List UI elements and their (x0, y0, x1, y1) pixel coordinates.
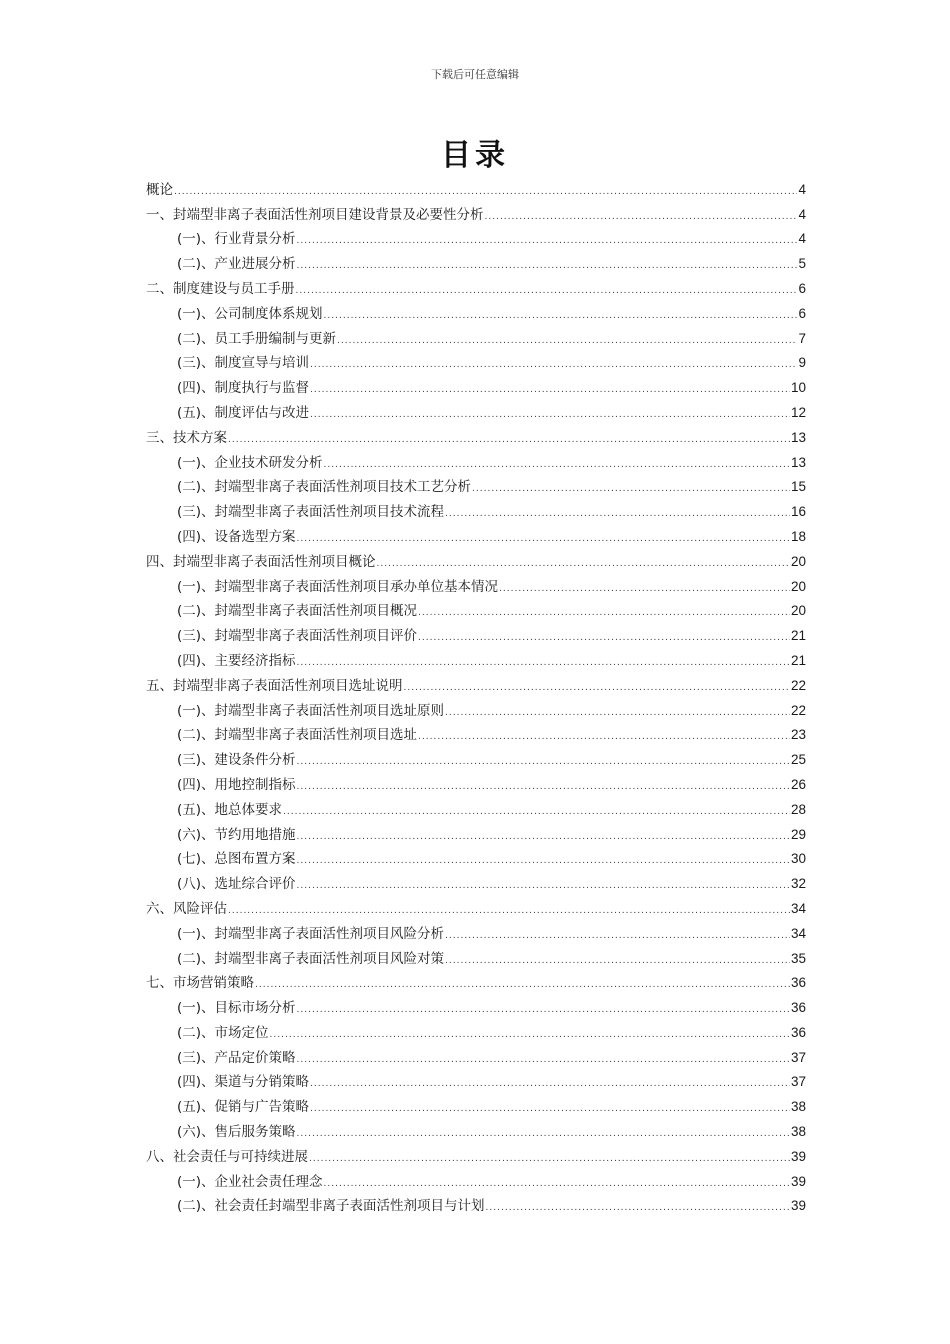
toc-entry-page-number: 20 (790, 578, 806, 594)
toc-entry-page-number: 28 (790, 801, 806, 817)
toc-dot-leader (297, 532, 790, 546)
toc-dot-leader (404, 681, 790, 695)
toc-entry-page-number: 6 (798, 305, 806, 321)
toc-entry-label: (一)、行业背景分析 (177, 231, 296, 248)
toc-dot-leader (499, 582, 790, 596)
toc-dot-leader (418, 631, 790, 645)
toc-entry-label: 二、制度建设与员工手册 (146, 280, 295, 297)
toc-entry-page-number: 13 (790, 454, 806, 470)
toc-entry[interactable] (146, 1067, 806, 1092)
toc-entry-label: 七、市场营销策略 (146, 975, 254, 992)
toc-dot-leader (297, 830, 790, 844)
toc-entry[interactable] (146, 868, 806, 893)
toc-entry-page-number: 22 (790, 702, 806, 718)
toc-dot-leader (310, 1077, 790, 1091)
toc-dot-leader (309, 1152, 790, 1166)
toc-entry-page-number: 5 (798, 256, 806, 272)
toc-entry[interactable] (146, 1191, 806, 1216)
toc-entry-label: (七)、总图布置方案 (177, 851, 296, 868)
toc-entry-page-number: 35 (790, 950, 806, 966)
toc-dot-leader (310, 408, 790, 422)
toc-entry-label: (三)、产品定价策略 (177, 1049, 296, 1066)
toc-entry-label: (一)、目标市场分析 (177, 1000, 296, 1017)
toc-entry-label: (二)、封端型非离子表面活性剂项目选址 (177, 727, 418, 744)
toc-entry-page-number: 22 (790, 677, 806, 693)
toc-entry-page-number: 4 (798, 231, 806, 247)
toc-entry-label: (二)、封端型非离子表面活性剂项目概况 (177, 603, 418, 620)
toc-entry-page-number: 34 (790, 900, 806, 916)
toc-dot-leader (297, 755, 790, 769)
toc-entry-page-number: 39 (790, 1173, 806, 1189)
toc-entry-label: (三)、建设条件分析 (177, 752, 296, 769)
toc-entry[interactable] (146, 372, 806, 397)
toc-entry-page-number: 23 (790, 727, 806, 743)
toc-entry-label: (二)、员工手册编制与更新 (177, 330, 337, 347)
toc-entry-page-number: 29 (790, 826, 806, 842)
toc-entry[interactable] (146, 893, 806, 918)
toc-dot-leader (418, 730, 790, 744)
toc-entry-label: (三)、制度宣导与培训 (177, 355, 310, 372)
toc-entry-page-number: 12 (790, 404, 806, 420)
toc-dot-leader (445, 507, 790, 521)
toc-entry-page-number: 36 (790, 1000, 806, 1016)
toc-dot-leader (297, 1003, 790, 1017)
toc-entry[interactable] (146, 1091, 806, 1116)
toc-entry[interactable] (146, 298, 806, 323)
toc-dot-leader (310, 358, 797, 372)
toc-entry-page-number: 38 (790, 1124, 806, 1140)
toc-dot-leader (445, 954, 790, 968)
toc-entry[interactable] (146, 769, 806, 794)
toc-entry-page-number: 16 (790, 504, 806, 520)
toc-dot-leader (297, 234, 798, 248)
toc-entry[interactable] (146, 670, 806, 695)
toc-entry-page-number: 7 (798, 330, 806, 346)
toc-entry-page-number: 9 (798, 355, 806, 371)
toc-entry-label: (八)、选址综合评价 (177, 876, 296, 893)
toc-dot-leader (297, 879, 790, 893)
toc-dot-leader (486, 1201, 790, 1215)
toc-entry-label: (四)、制度执行与监督 (177, 380, 310, 397)
toc-entry-label: (一)、公司制度体系规划 (177, 305, 323, 322)
toc-entry-label: 四、封端型非离子表面活性剂项目概论 (146, 553, 376, 570)
page-title: 目录 (441, 138, 509, 173)
toc-entry-page-number: 36 (790, 1024, 806, 1040)
toc-dot-leader (297, 1053, 790, 1067)
toc-dot-leader (310, 383, 790, 397)
toc-entry-label: (五)、地总体要求 (177, 801, 283, 818)
toc-entry[interactable] (146, 174, 806, 199)
toc-entry-label: (四)、渠道与分销策略 (177, 1074, 310, 1091)
toc-entry-label: 八、社会责任与可持续进展 (146, 1148, 308, 1165)
toc-entry-label: 一、封端型非离子表面活性剂项目建设背景及必要性分析 (146, 206, 484, 223)
toc-entry-page-number: 6 (798, 280, 806, 296)
toc-dot-leader (445, 706, 790, 720)
toc-entry-page-number: 4 (798, 181, 806, 197)
toc-entry[interactable] (146, 1042, 806, 1067)
toc-entry-label: (五)、促销与广告策略 (177, 1099, 310, 1116)
toc-dot-leader (445, 929, 790, 943)
toc-entry[interactable] (146, 199, 806, 224)
toc-entry-page-number: 20 (790, 553, 806, 569)
toc-entry-label: (四)、主要经济指标 (177, 652, 296, 669)
toc-entry-page-number: 38 (790, 1099, 806, 1115)
toc-entry[interactable] (146, 918, 806, 943)
toc-entry-label: (一)、企业技术研发分析 (177, 454, 323, 471)
toc-entry-label: 概论 (146, 181, 173, 198)
toc-dot-leader (297, 656, 790, 670)
toc-dot-leader (337, 334, 797, 348)
toc-dot-leader (270, 1028, 790, 1042)
toc-entry[interactable] (146, 348, 806, 373)
toc-entry-page-number: 13 (790, 429, 806, 445)
toc-entry-page-number: 21 (790, 652, 806, 668)
toc-entry-label: 五、封端型非离子表面活性剂项目选址说明 (146, 677, 403, 694)
toc-entry[interactable] (146, 720, 806, 745)
toc-dot-leader (228, 904, 790, 918)
toc-entry-label: (一)、封端型非离子表面活性剂项目风险分析 (177, 925, 445, 942)
toc-entry[interactable] (146, 819, 806, 844)
toc-entry[interactable] (146, 397, 806, 422)
toc-entry[interactable] (146, 248, 806, 273)
toc-entry-label: (六)、节约用地措施 (177, 826, 296, 843)
toc-entry[interactable] (146, 794, 806, 819)
toc-entry-page-number: 10 (790, 380, 806, 396)
toc-entry-page-number: 15 (790, 479, 806, 495)
toc-entry-label: (三)、封端型非离子表面活性剂项目技术流程 (177, 504, 445, 521)
toc-entry-page-number: 26 (790, 776, 806, 792)
toc-entry[interactable] (146, 645, 806, 670)
toc-entry[interactable] (146, 273, 806, 298)
toc-entry-label: (六)、售后服务策略 (177, 1124, 296, 1141)
toc-entry-label: (五)、制度评估与改进 (177, 404, 310, 421)
toc-dot-leader (324, 1177, 790, 1191)
table-of-contents (146, 174, 806, 1215)
toc-dot-leader (255, 978, 790, 992)
toc-dot-leader (418, 606, 790, 620)
toc-entry-page-number: 4 (798, 206, 806, 222)
toc-dot-leader (297, 854, 790, 868)
toc-entry[interactable] (146, 943, 806, 968)
toc-dot-leader (310, 1102, 790, 1116)
toc-entry-page-number: 21 (790, 628, 806, 644)
toc-entry[interactable] (146, 844, 806, 869)
toc-entry[interactable] (146, 620, 806, 645)
toc-entry-label: (三)、封端型非离子表面活性剂项目评价 (177, 628, 418, 645)
toc-dot-leader (297, 780, 790, 794)
toc-dot-leader (377, 557, 790, 571)
toc-entry-label: (一)、封端型非离子表面活性剂项目承办单位基本情况 (177, 578, 499, 595)
toc-dot-leader (228, 433, 790, 447)
toc-entry-page-number: 37 (790, 1074, 806, 1090)
toc-entry-page-number: 36 (790, 975, 806, 991)
toc-dot-leader (174, 185, 797, 199)
toc-entry-page-number: 32 (790, 876, 806, 892)
toc-entry[interactable] (146, 422, 806, 447)
page-header: 下载后可任意编辑 (431, 68, 519, 81)
toc-dot-leader (297, 259, 798, 273)
toc-entry[interactable] (146, 496, 806, 521)
toc-entry[interactable] (146, 1141, 806, 1166)
toc-dot-leader (296, 284, 798, 298)
toc-entry[interactable] (146, 447, 806, 472)
toc-entry[interactable] (146, 521, 806, 546)
toc-entry[interactable] (146, 472, 806, 497)
toc-dot-leader (485, 210, 798, 224)
toc-entry[interactable] (146, 695, 806, 720)
toc-entry-label: (四)、设备选型方案 (177, 528, 296, 545)
toc-entry-page-number: 20 (790, 603, 806, 619)
toc-entry-page-number: 39 (790, 1198, 806, 1214)
toc-entry-page-number: 18 (790, 528, 806, 544)
toc-dot-leader (297, 1127, 790, 1141)
toc-entry[interactable] (146, 744, 806, 769)
toc-entry[interactable] (146, 323, 806, 348)
toc-entry-label: (二)、社会责任封端型非离子表面活性剂项目与计划 (177, 1198, 485, 1215)
toc-entry[interactable] (146, 1017, 806, 1042)
toc-entry-page-number: 39 (790, 1148, 806, 1164)
toc-entry-page-number: 30 (790, 851, 806, 867)
toc-entry-label: (一)、企业社会责任理念 (177, 1173, 323, 1190)
toc-entry-label: (二)、产业进展分析 (177, 256, 296, 273)
toc-entry[interactable] (146, 968, 806, 993)
toc-entry[interactable] (146, 571, 806, 596)
toc-entry-page-number: 34 (790, 925, 806, 941)
toc-entry-label: (二)、封端型非离子表面活性剂项目风险对策 (177, 950, 445, 967)
toc-entry[interactable] (146, 1166, 806, 1191)
toc-entry[interactable] (146, 992, 806, 1017)
toc-entry[interactable] (146, 224, 806, 249)
toc-entry[interactable] (146, 546, 806, 571)
toc-entry[interactable] (146, 1116, 806, 1141)
toc-entry-label: (二)、封端型非离子表面活性剂项目技术工艺分析 (177, 479, 472, 496)
toc-dot-leader (324, 309, 798, 323)
toc-entry-label: (一)、封端型非离子表面活性剂项目选址原则 (177, 702, 445, 719)
toc-dot-leader (324, 458, 790, 472)
toc-entry-label: (四)、用地控制指标 (177, 776, 296, 793)
toc-dot-leader (283, 805, 790, 819)
toc-entry-label: 三、技术方案 (146, 429, 227, 446)
toc-entry-label: (二)、市场定位 (177, 1024, 269, 1041)
toc-entry-page-number: 25 (790, 752, 806, 768)
toc-dot-leader (472, 482, 790, 496)
toc-entry[interactable] (146, 596, 806, 621)
toc-entry-page-number: 37 (790, 1049, 806, 1065)
toc-entry-label: 六、风险评估 (146, 900, 227, 917)
